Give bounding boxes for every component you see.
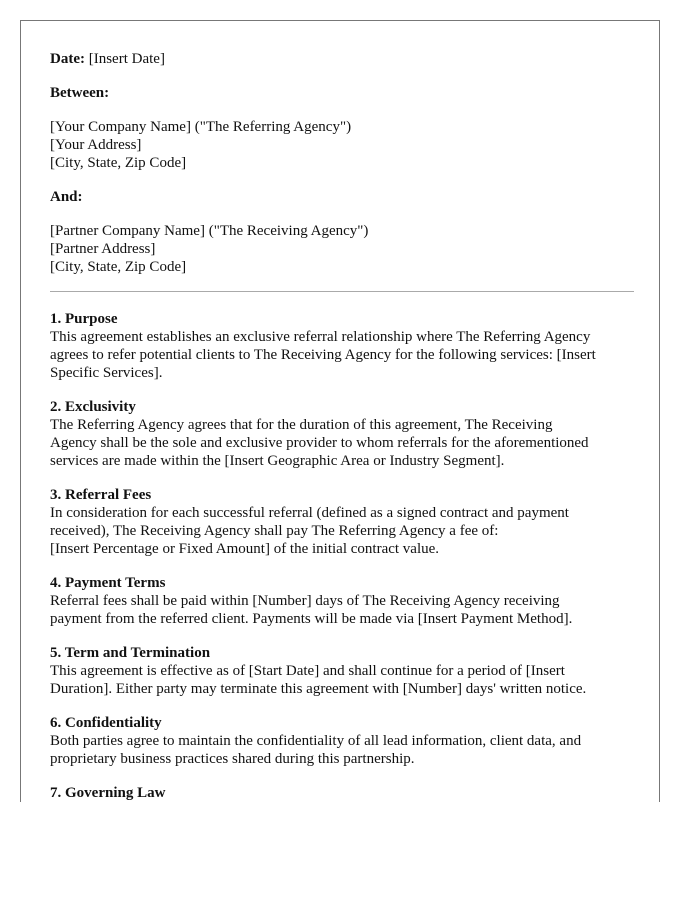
section-divider [50,291,634,292]
document-page [20,20,660,802]
agreement-section [50,398,634,470]
receiving-city: [City, State, Zip Code] [50,259,187,275]
section-text-line: This agreement establishes an exclusive referral relationship where The Referring Agency [50,329,591,345]
agreement-section [50,644,634,698]
referring-address: [Your Address] [50,137,142,153]
agreement-section [50,310,634,382]
section-title: 7. Governing Law [50,785,166,801]
agreement-section [50,486,634,558]
section-text-line: Specific Services]. [50,365,163,381]
section-text-line: [Insert Percentage or Fixed Amount] of the initial contract value. [50,541,440,557]
between-label: Between: [50,85,110,101]
referring-company: [Your Company Name] ("The Referring Agency") [50,119,352,135]
section-title: 2. Exclusivity [50,399,136,415]
section-text-line: services are made within the [Insert Geographic Area or Industry Segment]. [50,453,505,469]
referring-party [50,118,634,172]
section-title: 3. Referral Fees [50,487,152,503]
section-text-line: Duration]. Either party may terminate this agreement with [Number] days' written notice. [50,681,587,697]
date-line [50,50,634,68]
section-text-line: received), The Receiving Agency shall pay The Referring Agency a fee of: [50,523,499,539]
receiving-party [50,222,634,276]
sections-list [50,310,634,802]
agreement-section [50,714,634,768]
document-content [50,50,634,802]
date-value: [Insert Date] [88,51,165,67]
agreement-section [50,784,634,802]
section-text-line: The Referring Agency agrees that for the duration of this agreement, The Receiving [50,417,553,433]
section-text-line: payment from the referred client. Payments will be made via [Insert Payment Method]. [50,611,573,627]
section-title: 6. Confidentiality [50,715,162,731]
section-text-line: Both parties agree to maintain the confidentiality of all lead information, client data, and [50,733,582,749]
receiving-address: [Partner Address] [50,241,156,257]
and-label: And: [50,189,83,205]
section-text-line: agrees to refer potential clients to The Receiving Agency for the following services: [Insert [50,347,596,363]
section-text-line: Referral fees shall be paid within [Number] days of The Receiving Agency receiving [50,593,560,609]
agreement-section [50,574,634,628]
receiving-company: [Partner Company Name] ("The Receiving Agency") [50,223,369,239]
section-title: 1. Purpose [50,311,118,327]
section-text-line: Agency shall be the sole and exclusive provider to whom referrals for the aforementioned [50,435,589,451]
section-text-line: In consideration for each successful referral (defined as a signed contract and payment [50,505,569,521]
section-text-line: This agreement is effective as of [Start Date] and shall continue for a period of [Insert [50,663,565,679]
section-text-line: proprietary business practices shared during this partnership. [50,751,415,767]
section-title: 5. Term and Termination [50,645,211,661]
referring-city: [City, State, Zip Code] [50,155,187,171]
section-title: 4. Payment Terms [50,575,166,591]
date-label: Date: [50,51,85,67]
